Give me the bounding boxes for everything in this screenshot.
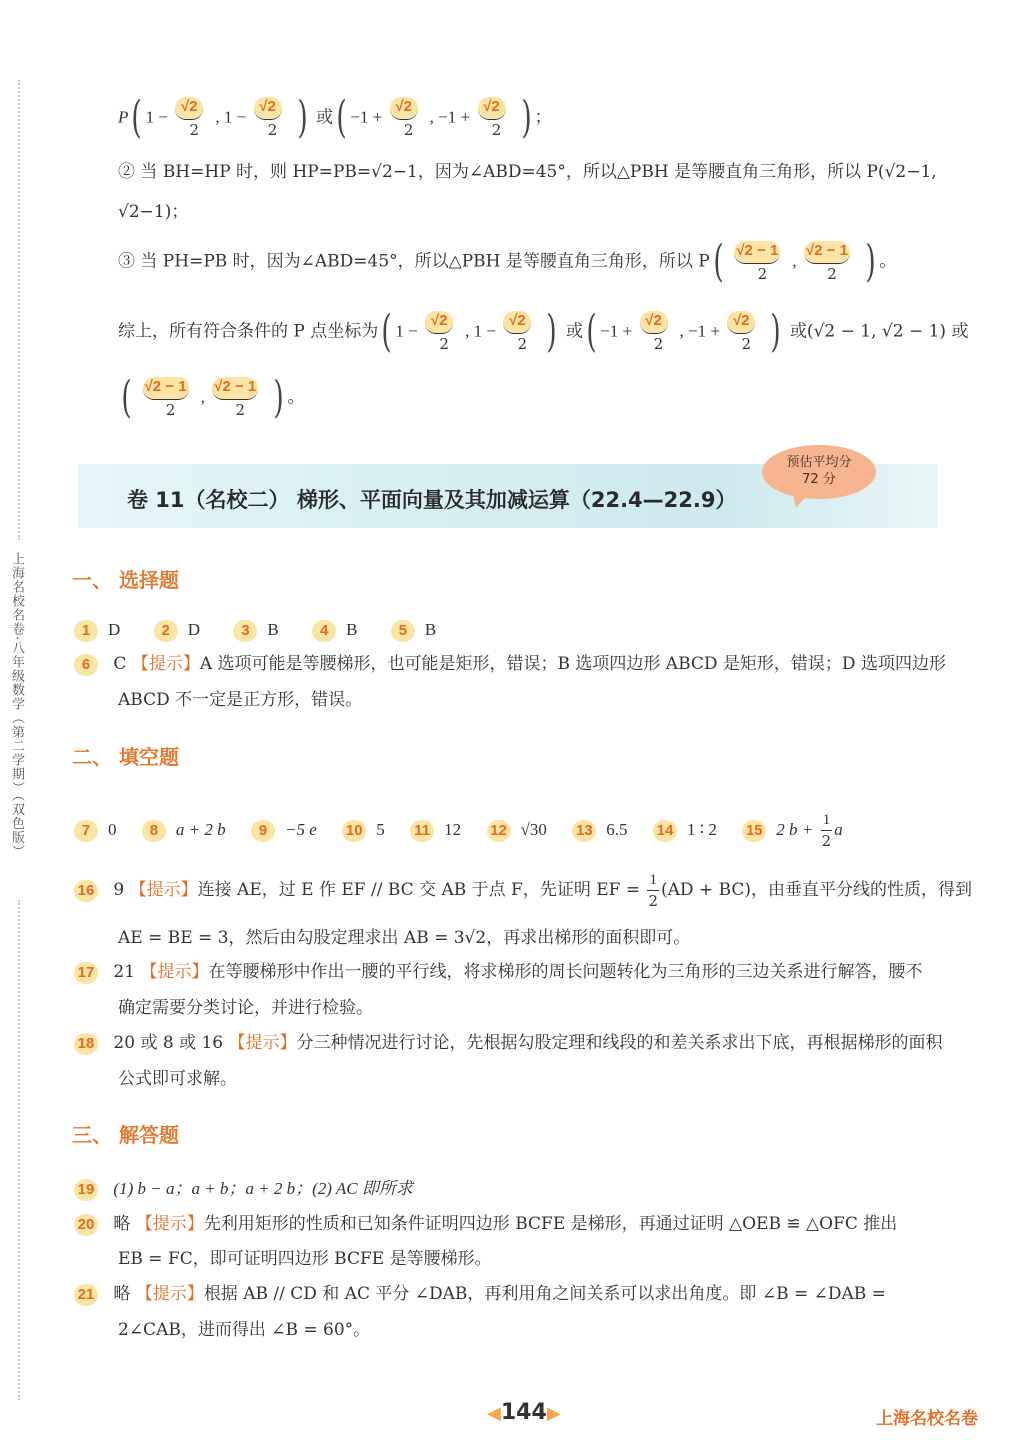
question-16-cont: AE = BE = 3，然后由勾股定理求出 AB = 3√2，再求出梯形的面积即可。 [118, 928, 691, 948]
answer: 12 [444, 820, 462, 839]
solution-line-1: P( 1 − $\frac{√2}{2}$ , 1 − $\frac{√2}{2}$ ) 或( −1 + $\frac{√2}{2}$ , −1 + $\frac{√2}{2}$ ) ； [118, 92, 552, 143]
choice-answers-row [74, 618, 464, 642]
hint-label: 【提示】 [228, 1033, 297, 1053]
question-number: 20 [74, 1214, 98, 1236]
question-21 [74, 1282, 886, 1306]
answer: 略 [113, 1284, 131, 1304]
answer: 20 或 8 或 16 [113, 1033, 224, 1053]
answer: 6.5 [606, 820, 628, 839]
hint-text: 先利用矩形的性质和已知条件证明四边形 BCFE 是梯形，再通过证明 △OEB ≌ △OFC 推出 [203, 1214, 898, 1234]
book-spine-title: 上海名校名卷·八年级数学（第二学期）（双色版） [9, 552, 24, 859]
question-number: 15 [742, 820, 766, 842]
question-number: 1 [74, 620, 98, 642]
question-number: 5 [391, 620, 415, 642]
question-number: 21 [74, 1284, 98, 1306]
question-number: 8 [142, 820, 166, 842]
answer: B [267, 620, 279, 639]
solution-summary-line: 综上，所有符合条件的 P 点坐标为( 1 − $\frac{√2}{2}$ , 1 − $\frac{√2}{2}$ ) 或( −1 + $\frac{√2}{2}$ , −1 + $\frac{√2}{2}$ ) 或(√2 − 1, √2 − 1) 或 [118, 306, 969, 357]
question-number: 13 [572, 820, 596, 842]
question-number: 12 [487, 820, 511, 842]
answer: 21 [113, 962, 136, 982]
question-number: 3 [233, 620, 257, 642]
hint-text: 分三种情况进行讨论，先根据勾股定理和线段的和差关系求出下底，再根据梯形的面积 [296, 1033, 943, 1053]
question-number: 14 [653, 820, 677, 842]
question-number: 17 [74, 962, 98, 984]
question-20 [74, 1212, 897, 1236]
question-17-cont: 确定需要分类讨论，并进行检验。 [118, 998, 373, 1018]
margin-dotted-line-bottom [18, 900, 20, 1400]
average-score-label: 预估平均分 [786, 455, 852, 470]
question-18 [74, 1031, 943, 1055]
hint-text: 在等腰梯形中作出一腰的平行线，将求梯形的周长问题转化为三角形的三边关系进行解答，腰不 [208, 962, 923, 982]
average-score-bubble [762, 445, 876, 499]
brand-name: 上海名校名卷 [876, 1409, 978, 1429]
question-number: 19 [74, 1179, 98, 1201]
answer: 2 b + [776, 820, 814, 839]
hint-label: 【提示】 [135, 1214, 204, 1234]
section-heading-fill: 二、 填空题 [72, 745, 179, 769]
hint-label: 【提示】 [131, 654, 200, 674]
question-number: 2 [154, 620, 178, 642]
question-number: 11 [410, 820, 434, 842]
answer: √30 [520, 820, 547, 839]
answer: B [346, 620, 358, 639]
question-17 [74, 960, 922, 984]
question-20-cont: EB = FC，即可证明四边形 BCFE 是等腰梯形。 [118, 1249, 492, 1269]
hint-label: 【提示】 [135, 1284, 204, 1304]
answer: 0 [108, 820, 117, 839]
hint-label: 【提示】 [140, 962, 209, 982]
section-heading-choice: 一、 选择题 [72, 568, 179, 592]
answer: 5 [376, 820, 385, 839]
solution-line-2: ② 当 BH=HP 时，则 HP=PB=√2−1，因为∠ABD=45°，所以△PBH 是等腰直角三角形，所以 P(√2−1, [118, 162, 937, 182]
hint-text: 根据 AB // CD 和 AC 平分 ∠DAB，再利用角之间关系可以求出角度。即 ∠B = ∠DAB = [203, 1284, 886, 1304]
question-number: 9 [251, 820, 275, 842]
question-number: 7 [74, 820, 98, 842]
answer: B [424, 620, 437, 639]
paper-title: 卷 11（名校二） 梯形、平面向量及其加减运算（22.4—22.9） [127, 488, 737, 512]
right-arrow-icon: ▶ [546, 1403, 561, 1424]
margin-dotted-line-top [18, 80, 20, 540]
answer: 略 [113, 1214, 131, 1234]
question-18-cont: 公式即可求解。 [118, 1069, 237, 1089]
question-19 [74, 1177, 413, 1201]
section-heading-solve: 三、 解答题 [72, 1123, 179, 1147]
question-number: 16 [74, 880, 98, 902]
solution-summary-line-2: ( $\frac{√2 - 1}{2}$ , $\frac{√2 - 1}{2}$ ) 。 [121, 372, 305, 423]
question-16: 16 9 【提示】连接 AE，过 E 作 EF // BC 交 AB 于点 F，先证明 EF = $\frac{1}{2}$ (AD + BC)，由垂直平分线的性质，得到 [74, 870, 972, 911]
answer: −5 e [285, 820, 317, 839]
fill-answers-row: 7 0 8 a + 2 b 9 −5 e 10 5 11 12 12 √30 13 6.5 14 1 ∶ 2 15 2 b + $\frac{1}{2}$ a [74, 810, 843, 851]
solution-line-3: √2−1)； [118, 202, 189, 222]
question-6-cont: ABCD 不一定是正方形，错误。 [118, 690, 363, 710]
answer: 9 [113, 880, 125, 900]
answer: 1 ∶ 2 [686, 820, 717, 839]
question-number: 10 [342, 820, 366, 842]
solution-line-4: ③ 当 PH=PB 时，因为∠ABD=45°，所以△PBH 是等腰直角三角形，所以 P( $\frac{√2 - 1}{2}$ , $\frac{√2 - 1}{2}$ ) 。 [118, 236, 897, 287]
hint-text: (AD + BC)，由垂直平分线的性质，得到 [660, 880, 973, 900]
answer-tail: a [834, 820, 843, 839]
hint-text: 连接 AE，过 E 作 EF // BC 交 AB 于点 F，先证明 EF = [197, 880, 641, 900]
question-21-cont: 2∠CAB，进而得出 ∠B = 60°。 [118, 1320, 371, 1340]
answer: D [108, 620, 121, 639]
left-arrow-icon: ◀ [487, 1403, 501, 1424]
hint-text: A 选项可能是等腰梯形，也可能是矩形，错误；B 选项四边形 ABCD 是矩形，错误；D 选项四边形 [199, 654, 946, 674]
answer: D [187, 620, 200, 639]
answer: (1) b − a；a + b；a + 2 b；(2) AC 即所求 [113, 1179, 413, 1198]
hint-label: 【提示】 [129, 880, 198, 900]
page-number: ◀144▶ [487, 1400, 561, 1425]
answer: a + 2 b [175, 820, 226, 839]
question-number: 6 [74, 654, 98, 676]
question-6 [74, 652, 946, 676]
average-score-value: 72 分 [802, 472, 836, 487]
answer: C [113, 654, 127, 674]
question-number: 18 [74, 1033, 98, 1055]
question-number: 4 [312, 620, 336, 642]
